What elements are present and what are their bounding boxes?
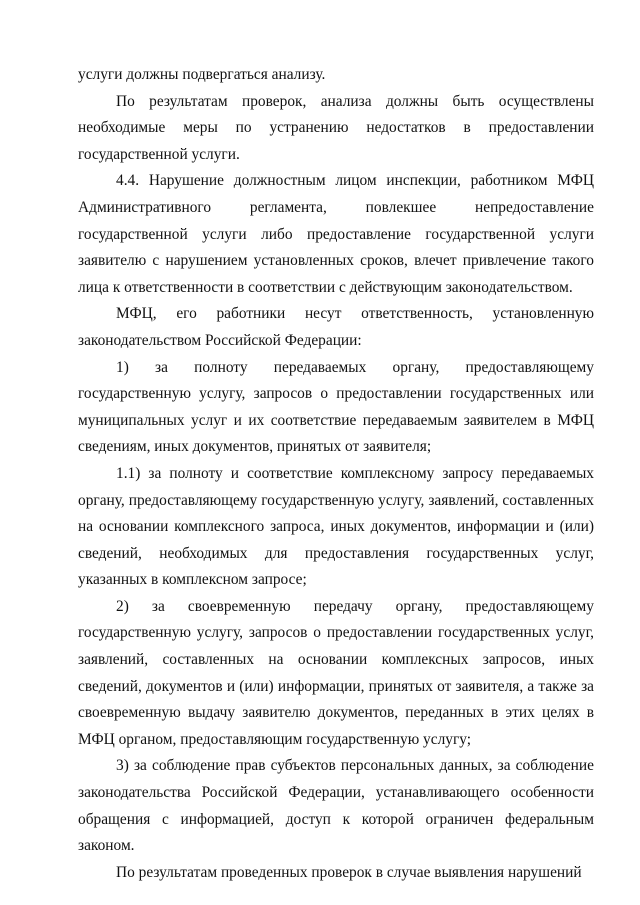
paragraph-section-4-4: 4.4. Нарушение должностным лицом инспекции, работником МФЦ Административного регламента, повлекшее непредоставление государственной услуги либо предоставление государственной услуги заявителю с нарушением установленных сроков, влечет привлечение такого лица к ответственности в соответствии с действующим законодательством. — [78, 172, 594, 296]
document-page — [78, 62, 594, 886]
paragraph-inspection-results: По результатам проверок, анализа должны быть осуществлены необходимые меры по устранению недостатков в предоставлении государственной услуги. — [78, 92, 594, 163]
paragraph-item-2: 2) за своевременную передачу органу, предоставляющему государственную услугу, запросов о предоставлении государственных услуг, заявлений, составленных на основании комплексных запросов, иных сведений, документов и (или) информации, принятых от заявителя, а также за своевременную выдачу заявителю документов, переданных в этих целях в МФЦ органом, предоставляющим государственную услугу; — [78, 597, 594, 748]
paragraph-final-truncated: По результатам проведенных проверок в случае выявления нарушений — [116, 863, 582, 881]
paragraph-item-3: 3) за соблюдение прав субъектов персональных данных, за соблюдение законодательства Российской Федерации, устанавливающего особенности обращения с информацией, доступ к которой ограничен федеральным законом. — [78, 757, 594, 855]
paragraph-item-1-1: 1.1) за полноту и соответствие комплексному запросу передаваемых органу, предоставляющему государственную услугу, заявлений, составленных на основании комплексного запроса, иных документов, информации и (или) сведений, необходимых для предоставления государственных услуг, указанных в комплексном запросе; — [78, 464, 594, 589]
paragraph-mfc-responsibility: МФЦ, его работники несут ответственность, установленную законодательством Российской Федерации: — [78, 305, 594, 349]
paragraph-item-1: 1) за полноту передаваемых органу, предоставляющему государственную услугу, запросов о предоставлении государственных или муниципальных услуг и их соответствие передаваемым заявителем в МФЦ сведениям, иных документов, принятых от заявителя; — [78, 358, 594, 456]
paragraph-continuation: услуги должны подвергаться анализу. — [78, 66, 326, 83]
